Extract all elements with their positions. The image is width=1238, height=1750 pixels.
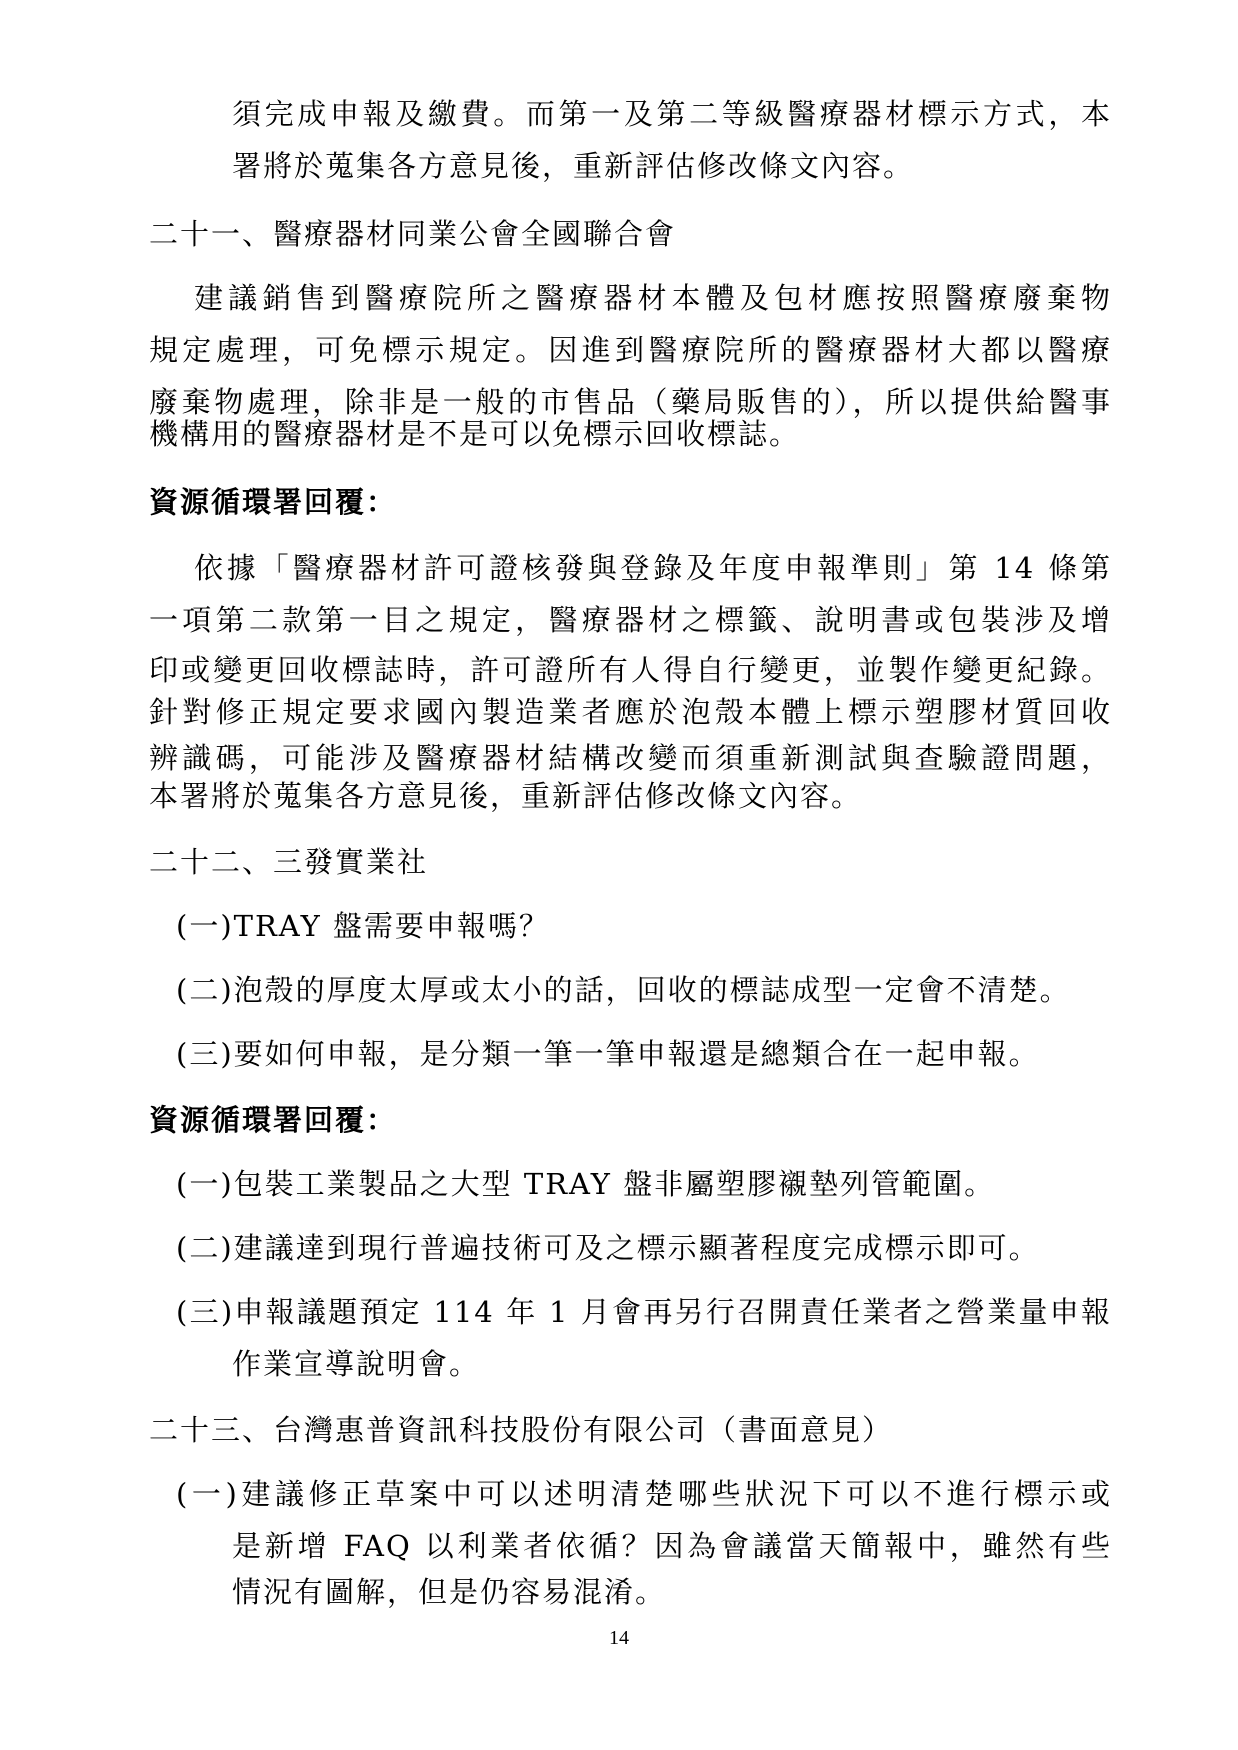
list-item: (一)建議修正草案中可以述明清楚哪些狀況下可以不進行標示或 xyxy=(176,1477,1112,1511)
list-item: (一)包裝工業製品之大型 TRAY 盤非屬塑膠襯墊列管範圍。 xyxy=(176,1167,996,1201)
paragraph-line: 辨識碼，可能涉及醫療器材結構改變而須重新測試與查驗證問題， xyxy=(149,741,1112,775)
paragraph-line: 須完成申報及繳費。而第一及第二等級醫療器材標示方式，本 xyxy=(232,97,1112,131)
section-heading: 二十三、台灣惠普資訊科技股份有限公司（書面意見） xyxy=(149,1413,894,1447)
paragraph-line: 建議銷售到醫療院所之醫療器材本體及包材應按照醫療廢棄物 xyxy=(194,281,1112,315)
paragraph-line: 針對修正規定要求國內製造業者應於泡殼本體上標示塑膠材質回收 xyxy=(149,695,1112,729)
reply-heading: 資源循環署回覆： xyxy=(149,485,398,519)
paragraph-line: 印或變更回收標誌時，許可證所有人得自行變更，並製作變更紀錄。 xyxy=(149,653,1112,687)
list-item-continuation: 作業宣導說明會。 xyxy=(232,1347,481,1381)
list-item: (三)要如何申報，是分類一筆一筆申報還是總類合在一起申報。 xyxy=(176,1037,1040,1071)
paragraph-line: 一項第二款第一目之規定，醫療器材之標籤、說明書或包裝涉及增 xyxy=(149,603,1112,637)
paragraph-line: 署將於蒐集各方意見後，重新評估修改條文內容。 xyxy=(232,149,915,183)
page-number: 14 xyxy=(609,1627,629,1649)
section-heading: 二十一、醫療器材同業公會全國聯合會 xyxy=(149,217,677,251)
list-item: (二)建議達到現行普遍技術可及之標示顯著程度完成標示即可。 xyxy=(176,1231,1040,1265)
paragraph-line: 規定處理，可免標示規定。因進到醫療院所的醫療器材大都以醫療 xyxy=(149,333,1112,367)
section-heading: 二十二、三發實業社 xyxy=(149,845,429,879)
list-item-continuation: 是新增 FAQ 以利業者依循？因為會議當天簡報中，雖然有些 xyxy=(232,1529,1112,1563)
paragraph-line: 本署將於蒐集各方意見後，重新評估修改條文內容。 xyxy=(149,779,863,813)
paragraph-line: 廢棄物處理，除非是一般的市售品（藥局販售的），所以提供給醫事 xyxy=(149,385,1112,419)
list-item-continuation: 情況有圖解，但是仍容易混淆。 xyxy=(232,1575,667,1609)
paragraph-line: 依據「醫療器材許可證核發與登錄及年度申報準則」第 14 條第 xyxy=(194,551,1112,585)
list-item: (一)TRAY 盤需要申報嗎？ xyxy=(176,909,550,943)
list-item: (二)泡殼的厚度太厚或太小的話，回收的標誌成型一定會不清楚。 xyxy=(176,973,1071,1007)
paragraph-line: 機構用的醫療器材是不是可以免標示回收標誌。 xyxy=(149,417,801,451)
list-item: (三)申報議題預定 114 年 1 月會再另行召開責任業者之營業量申報 xyxy=(176,1295,1112,1329)
reply-heading: 資源循環署回覆： xyxy=(149,1103,398,1137)
